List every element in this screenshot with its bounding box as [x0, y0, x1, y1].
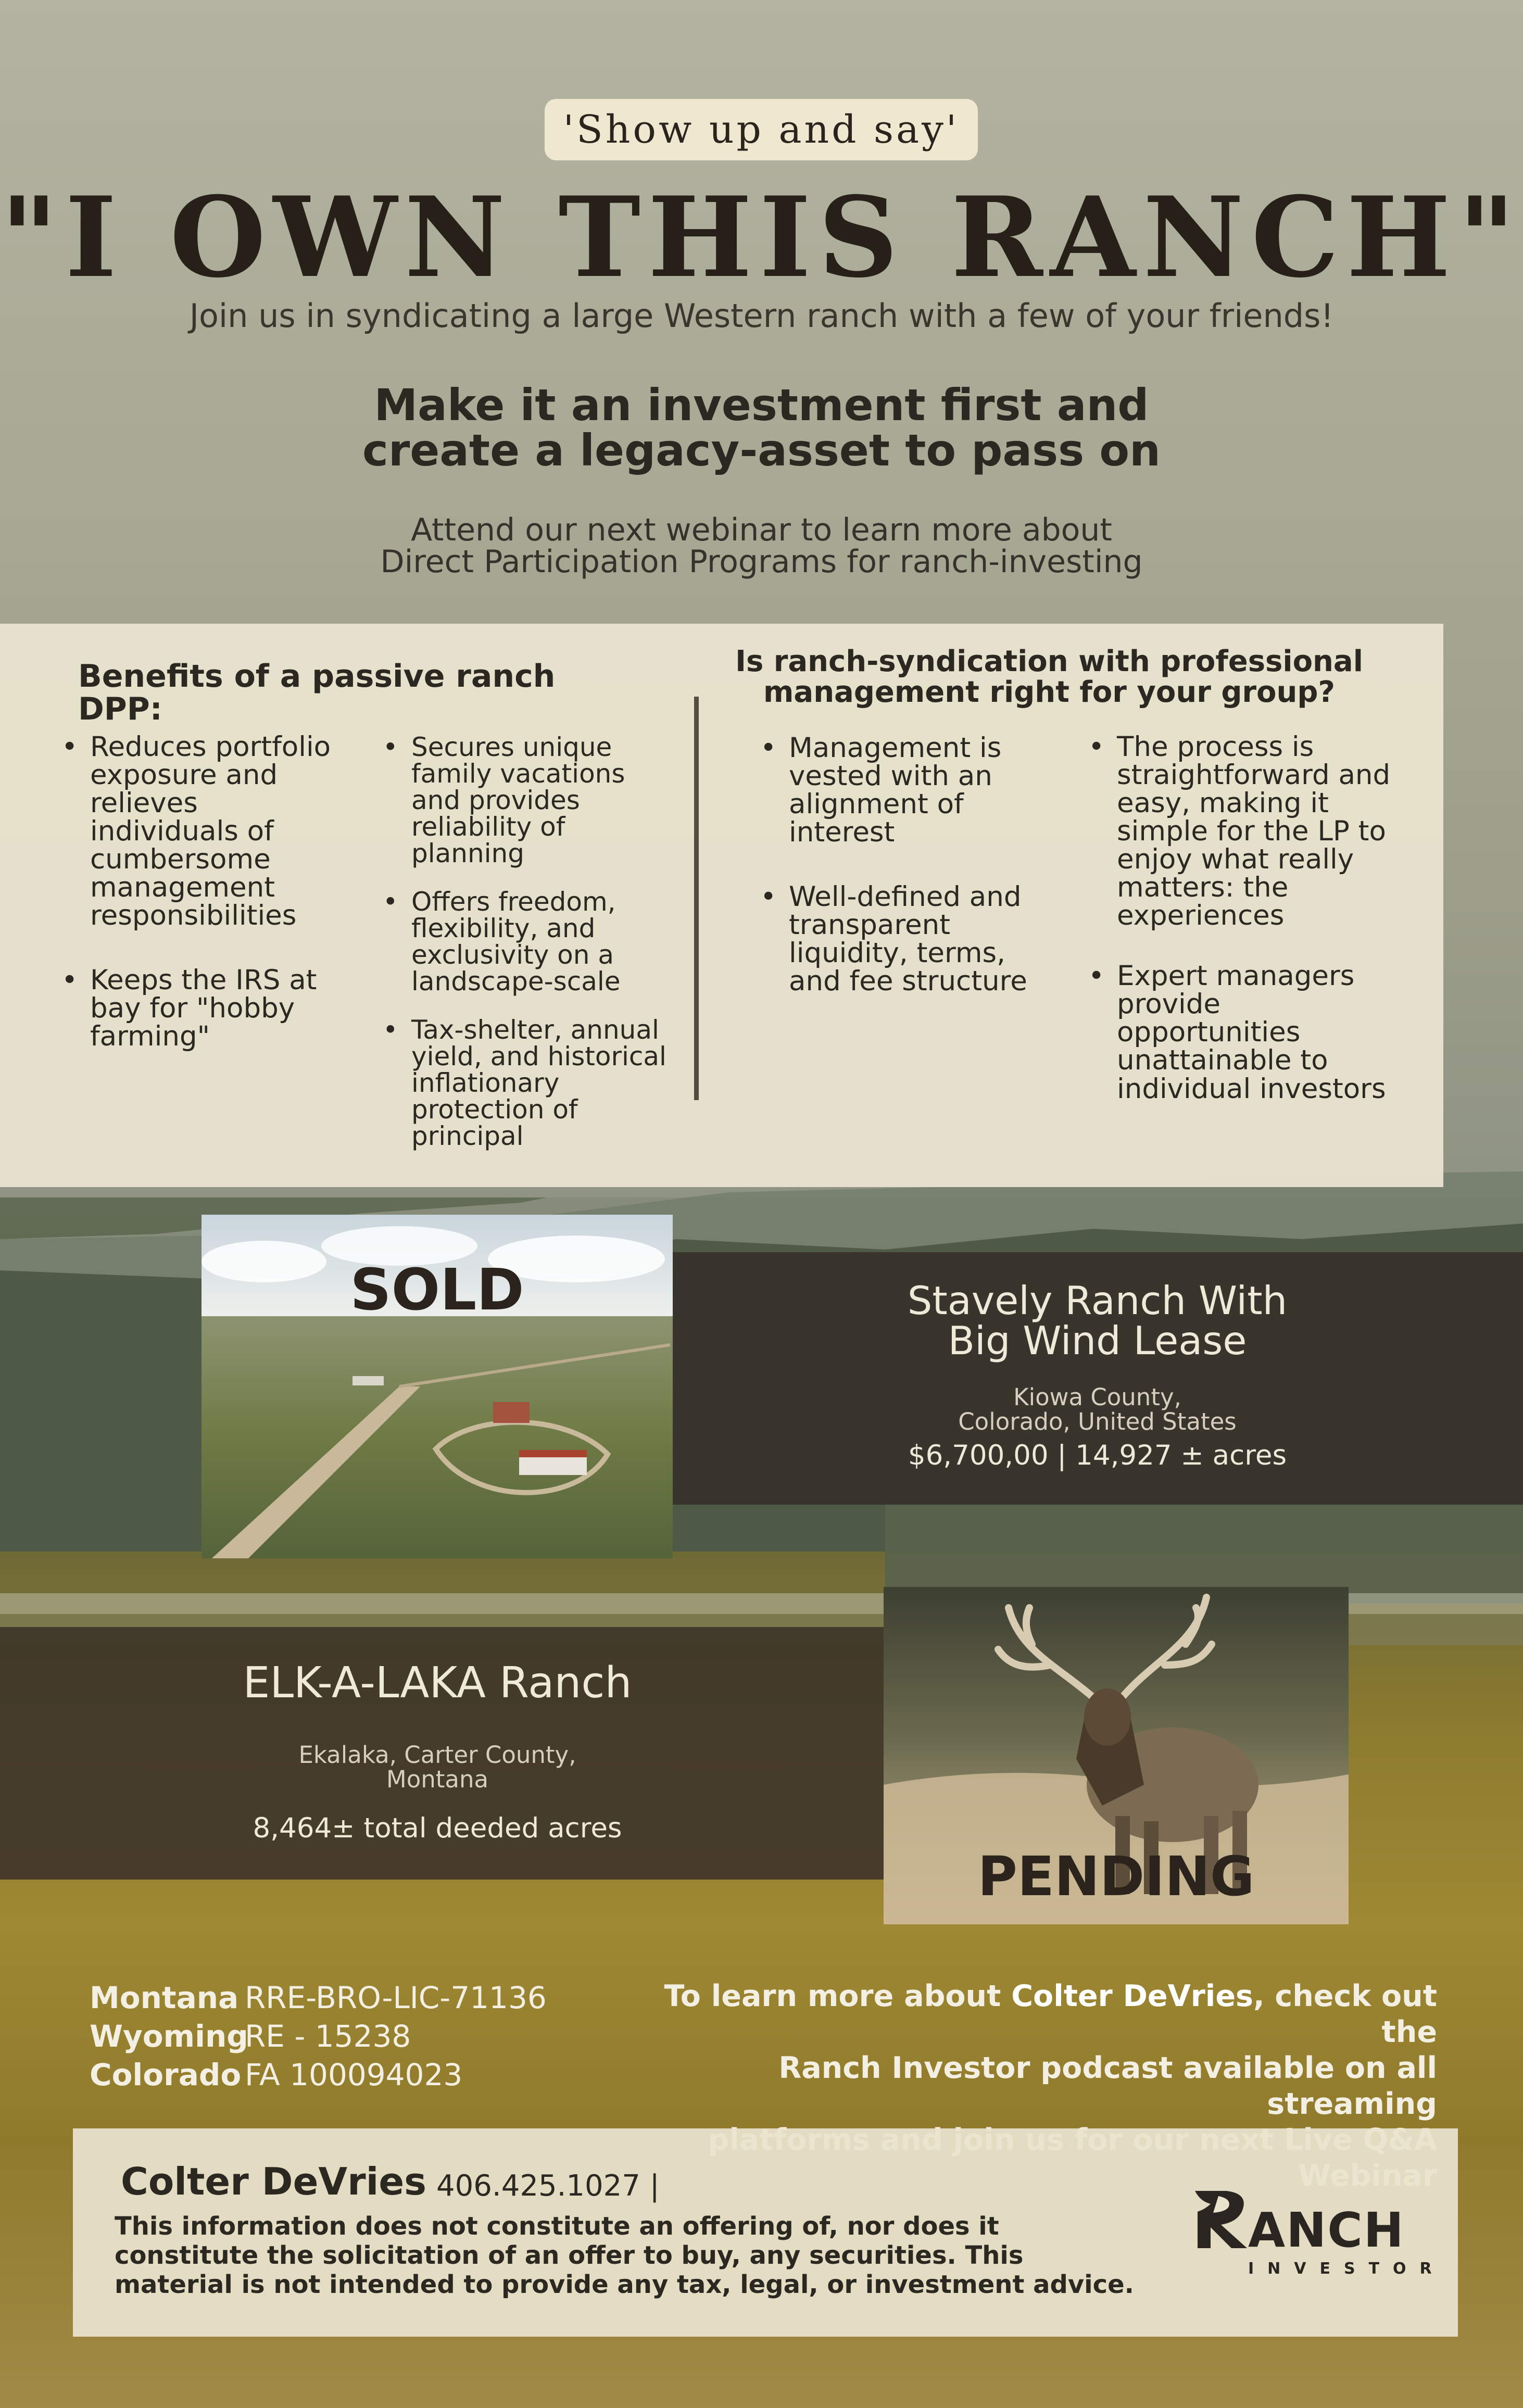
list-item: • Reduces portfolio exposure and relieves individuals of cumbersome management responsibilities [61, 733, 353, 930]
syndication-title-line-2: management right for your group? [763, 675, 1335, 709]
ranch-investor-logo [1190, 2180, 1445, 2285]
sold-listing-card[interactable] [672, 1252, 1523, 1505]
investment-line-2: create a legacy-asset to pass on [362, 425, 1161, 476]
license-state: Wyoming [90, 2019, 248, 2054]
podcast-host-name: Colter DeVries [1011, 1979, 1253, 2013]
list-item: • The process is straightforward and easy, making it simple for the LP to enjoy what really matters: the experiences [1088, 733, 1401, 930]
pending-listing-card[interactable] [0, 1627, 885, 1880]
webinar-line-1: Attend our next webinar to learn more about [411, 512, 1112, 548]
syndication-list-1 [760, 734, 1052, 1023]
sold-listing-location-line-2: Colorado, United States [958, 1408, 1237, 1436]
tagline-badge: 'Show up and say' [545, 99, 978, 160]
podcast-line-2: Ranch Investor podcast available on all streaming [778, 2051, 1437, 2121]
benefits-list-2 [383, 734, 674, 1177]
podcast-intro: To learn more about [664, 1979, 1012, 2013]
pending-listing-title: ELK-A-LAKA Ranch [243, 1658, 632, 1708]
contact-footer [73, 2128, 1458, 2337]
benefits-title: Benefits of a passive ranch DPP: [78, 658, 556, 727]
pending-listing-acres: 8,464± total deeded acres [253, 1812, 622, 1844]
benefits-list-1 [61, 733, 353, 1078]
license-state: Montana [90, 1980, 239, 2015]
podcast-line-1 [614, 1978, 1437, 2050]
license-state: Colorado [90, 2057, 242, 2092]
contact-phone[interactable]: 406.425.1027 | [436, 2169, 660, 2203]
webinar-text [0, 512, 1523, 581]
list-item: • Expert managers provide opportunities unattainable to individual investors [1088, 962, 1401, 1103]
list-item: • Tax-shelter, annual yield, and historical inflationary protection of principal [383, 1017, 674, 1150]
license-row-wyoming [90, 2017, 547, 2056]
sold-listing-price: $6,700,00 | 14,927 ± acres [908, 1440, 1287, 1471]
webinar-line-2: Direct Participation Programs for ranch-investing [380, 544, 1143, 581]
license-number: FA 100094023 [245, 2057, 463, 2092]
license-number: RE - 15238 [245, 2019, 411, 2054]
contact-name: Colter DeVries [121, 2160, 427, 2203]
sold-ranch-photo[interactable] [202, 1215, 673, 1558]
logo-subword: INVESTOR [1248, 2260, 1445, 2278]
sold-stamp: SOLD [350, 1256, 524, 1323]
list-item: • Offers freedom, flexibility, and exclusivity on a landscape-scale [383, 889, 674, 995]
sold-listing-location-line-1: Kiowa County, [1013, 1383, 1181, 1411]
list-item: • Keeps the IRS at bay for "hobby farming" [61, 966, 353, 1051]
pending-stamp: PENDING [977, 1845, 1255, 1908]
podcast-intro-end: , check out the [1253, 1979, 1437, 2049]
license-row-montana [90, 1978, 547, 2017]
pending-listing-location [0, 1743, 875, 1792]
sold-listing-title-line-1: Stavely Ranch With [907, 1278, 1288, 1323]
column-divider [694, 697, 699, 1100]
syndication-title-line-1: Is ranch-syndication with professional [735, 645, 1363, 678]
investment-heading [0, 380, 1523, 476]
list-item: • Secures unique family vacations and provides reliability of planning [383, 734, 674, 867]
headline: "I OWN THIS RANCH" [0, 172, 1523, 302]
pending-listing-location-line-2: Montana [386, 1766, 489, 1794]
logo-word: ANCH [1248, 2202, 1405, 2258]
investment-line-1: Make it an investment first and [374, 380, 1149, 431]
license-list [90, 1978, 547, 2094]
sold-listing-location [672, 1385, 1523, 1434]
list-item: • Well-defined and transparent liquidity, terms, and fee structure [760, 883, 1052, 995]
syndication-title [729, 647, 1369, 708]
pending-listing-location-line-1: Ekalaka, Carter County, [298, 1741, 576, 1769]
license-number: RRE-BRO-LIC-71136 [245, 1980, 547, 2015]
disclaimer: This information does not constitute an offering of, nor does it constitute the solicitation of an offer to buy, any securities. This material is not intended to provide any tax, legal, or investment advice. [115, 2212, 1134, 2299]
sold-listing-title [672, 1278, 1523, 1364]
pending-ranch-photo[interactable] [884, 1587, 1349, 1924]
syndication-list-2 [1088, 733, 1401, 1130]
license-row-colorado [90, 2056, 547, 2094]
subheadline: Join us in syndicating a large Western ranch with a few of your friends! [189, 297, 1334, 335]
list-item: • Management is vested with an alignment of interest [760, 734, 1052, 847]
sold-listing-title-line-2: Big Wind Lease [948, 1317, 1247, 1364]
